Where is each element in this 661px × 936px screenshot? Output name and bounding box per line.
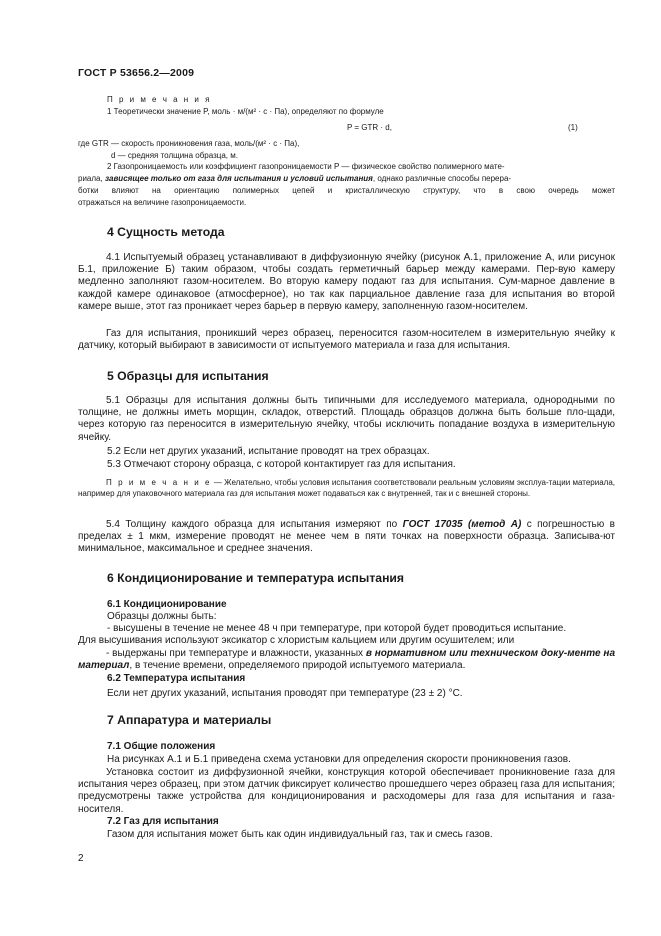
note-2-line-4: отражаться на величине газопроницаемости.: [78, 198, 247, 207]
section-6-list-intro: Образцы должны быть:: [107, 611, 217, 622]
section-6-list-item-1-cont: Для высушивания используют эксикатор с хлористым кальцием или другим осушителем; или: [78, 635, 515, 646]
where-line-1: где GTR — скорость проникновения газа, моль/(м² · с · Па),: [78, 139, 300, 148]
section-5-paragraph-2: 5.2 Если нет других указаний, испытание проводят на трех образцах.: [107, 446, 430, 457]
formula-number: (1): [568, 123, 578, 132]
note-2-line-1: 2 Газопроницаемость или коэффициент газопроницаемости P — физическое свойство полимерного мате-: [107, 162, 505, 171]
section-7-paragraph-3: Газом для испытания может быть как один индивидуальный газ, так и смесь газов.: [107, 829, 493, 840]
document-header: ГОСТ Р 53656.2—2009: [78, 67, 195, 79]
section-7-paragraph-1: На рисунках А.1 и Б.1 приведена схема установки для определения скорости проникновения газов.: [107, 754, 571, 765]
note-2-bold-phrase: зависящее только от газа для испытания и условий испытания: [104, 174, 373, 183]
gost-reference: ГОСТ 17035 (метод А): [402, 519, 522, 530]
section-6-list-item-1: - высушены в течение не менее 48 ч при температуре, при которой будет проводиться испытание.: [107, 623, 567, 634]
section-7-title: 7 Аппаратура и материалы: [107, 713, 272, 727]
note-2-line-2: риала, зависящее только от газа для испытания и условий испытания, однако различные способы перера-: [78, 174, 512, 183]
section-5-paragraph-4: 5.4 Толщину каждого образца для испытания измеряют по ГОСТ 17035 (метод А) с погрешностью в пределах ± 1 мкм, измерение проводят не менее чем в пяти точках на поверхности образца. Записыва-ют минимальное, максимальное и среднее значения.: [78, 519, 615, 555]
formula: P = GTR · d,: [347, 123, 392, 132]
notes-title: П р и м е ч а н и я: [107, 95, 212, 104]
section-6-paragraph-2: Если нет других указаний, испытания проводят при температуре (23 ± 2) °С.: [107, 688, 463, 699]
section-5-title: 5 Образцы для испытания: [107, 369, 269, 383]
page-number: 2: [78, 853, 84, 864]
subsection-6-2-title: 6.2 Температура испытания: [107, 673, 246, 684]
section-5-paragraph-3: 5.3 Отмечают сторону образца, с которой контактирует газ для испытания.: [107, 459, 456, 470]
subsection-7-2-title: 7.2 Газ для испытания: [107, 816, 219, 827]
section-7-paragraph-2: Установка состоит из диффузионной ячейки, конструкция которой обеспечивает проникновение газа для испытания через образец, при этом датчик фиксирует количество прошедшего через образец газа для испытания; предусмотрены также устройства для кондиционирования и расходомеры для газа для испытания и газа-носителя.: [78, 767, 615, 815]
where-line-2: d — средняя толщина образца, м.: [111, 151, 238, 160]
section-4-paragraph-1: 4.1 Испытуемый образец устанавливают в диффузионную ячейку (рисунок А.1, приложение А, или рисунок Б.1, приложение Б) таким образом, чтобы создать герметичный барьер между камерами. Пер-вую камеру медленно заполняют газом-носителем. Во вторую камеру подают газ для испытания. Сум-марное давление в каждой камере одинаковое (атмосферное), но так как парциальное давление газа для испытания во второй камере выше, этот газ проникает через барьер в первую камеру, заполненную газом-носителем.: [78, 252, 615, 312]
subsection-6-1-title: 6.1 Кондиционирование: [107, 599, 227, 610]
section-6-title: 6 Кондиционирование и температура испытания: [107, 571, 405, 585]
section-4-title: 4 Сущность метода: [107, 225, 225, 239]
section-4-paragraph-2: Газ для испытания, проникший через образец, переносится газом-носителем в измерительную ячейку к датчику, который выбирают в зависимости от испытуемого материала и газа для испытания.: [78, 328, 615, 352]
section-5-paragraph-1: 5.1 Образцы для испытания должны быть типичными для исследуемого материала, однородными по толщине, не должны иметь морщин, складок, отверстий. Площадь образцов должна быть больше пло-щади, через которую газ переносится в измерительную ячейку, чтобы исключить попадание воздуха в измерительную ячейку.: [78, 395, 615, 443]
subsection-7-1-title: 7.1 Общие положения: [107, 741, 216, 752]
note-1: 1 Теоретически значение P, моль · м/(м² · с · Па), определяют по формуле: [107, 107, 384, 116]
section-6-list-item-2: - выдержаны при температуре и влажности, указанных в нормативном или техническом доку-менте на материал, в течение времени, определяемого природой испытуемого материала.: [78, 648, 615, 672]
section-5-note: П р и м е ч а н и е — Желательно, чтобы условия испытания соответствовали реальным условиям эксплуа-тации материала, например для упаковочного материала газ для испытания может подаваться как с внутренней, так и с внешней стороны.: [78, 478, 616, 498]
normative-doc-phrase: в нормативном или техническом доку-менте на материал: [78, 648, 615, 672]
note-2-line-3: ботки влияют на ориентацию полимерных цепей и кристаллическую структуру, что в свою очередь может: [78, 186, 615, 195]
